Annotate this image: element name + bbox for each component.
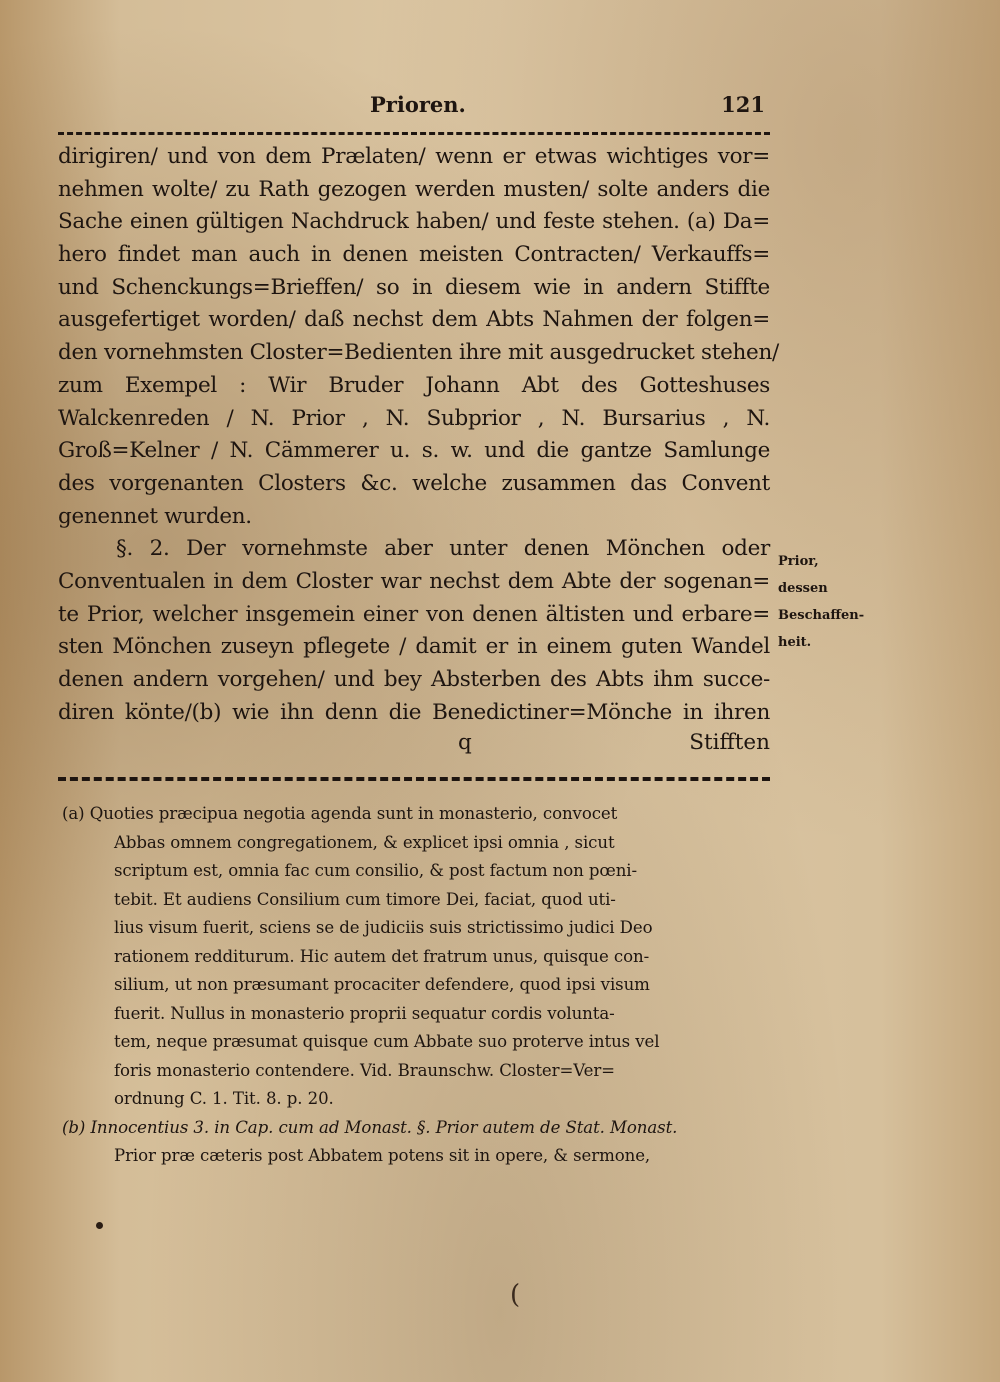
section-start-line: §. 2. Der vornehmste aber unter denen Mönchen oder [116,536,770,562]
footnote-a-line: lius visum fuerit, sciens se de judiciis suis strictissimo judici Deo [114,918,653,937]
text-line: denen andern vorgehen/ und bey Absterben des Abts ihm succe- [58,667,770,692]
header-rule [58,132,770,135]
catch-line [58,730,770,762]
footnote-a-line: fuerit. Nullus in monasterio proprii sequatur cordis volunta- [114,1003,615,1023]
footnote-a-line: rationem redditurum. Hic autem det fratrum unus, quisque con- [114,946,650,966]
footnote-a-line: foris monasterio contendere. Vid. Braunschw. Closter=Ver= [114,1060,615,1080]
footnote-a-line: Abbas omnem congregationem, & explicet ipsi omnia , sicut [114,832,615,852]
marginal-line: Beschaffen- [778,608,865,623]
main-text [58,141,779,729]
marginal-line: Prior, dessen [778,554,828,596]
text-line: des vorgenanten Closters &c. welche zusammen das Convent [58,470,770,496]
text-line: genennet wurden. [58,503,252,529]
text-line: nehmen wolte/ zu Rath gezogen werden musten/ solte anders die [58,176,770,202]
footnote-a-line: scriptum est, omnia fac cum consilio, & post factum non pœni- [114,861,637,880]
text-line: ausgefertiget worden/ daß nechst dem Abts Nahmen der folgen= [58,307,770,333]
text-line: diren könte/(b) wie ihn denn die Benedictiner=Mönche in ihren [58,699,770,725]
ink-dot [96,1222,103,1229]
footnote-a-line: tem, neque præsumat quisque cum Abbate suo proterve intus vel [114,1032,660,1051]
catchword: Stifften [689,730,770,755]
text-line: den vornehmsten Closter=Bedienten ihre mit ausgedrucket stehen/ [58,340,779,366]
text-line: dirigiren/ und von dem Prælaten/ wenn er etwas wichtiges vor= [58,144,770,169]
text-line: zum Exempel : Wir Bruder Johann Abt des Gotteshuses [58,372,770,398]
text-line: und Schenckungs=Brieffen/ so in diesem wie in andern Stiffte [58,274,770,300]
text-line: sten Mönchen zuseyn pflegete / damit er in einem guten Wandel [58,634,770,660]
footnote-a-line: tebit. Et audiens Consilium cum timore Dei, faciat, quod uti- [114,889,616,909]
footnote-a-line: (a) Quoties præcipua negotia agenda sunt in monasterio, convocet [62,804,618,823]
footnote-b-line: (b) Innocentius 3. in Cap. cum ad Monast. §. Prior autem de Stat. Monast. [62,1117,678,1137]
signature-mark: q [458,730,472,755]
marginal-line: heit. [778,635,812,650]
page-header [60,92,770,122]
page-number: 121 [721,92,765,117]
marginal-note [778,548,868,656]
footnote-b-line: Prior præ cæteris post Abbatem potens sit in opere, & sermone, [114,1146,651,1165]
running-head: Prioren. [370,92,466,117]
footnote-a-line: silium, ut non præsumant procaciter defendere, quod ipsi visum [114,975,650,994]
text-line: Conventualen in dem Closter war nechst dem Abte der sogenan= [58,568,770,594]
text-line: te Prior, welcher insgemein einer von denen ältisten und erbare= [58,601,770,627]
text-line: Sache einen gültigen Nachdruck haben/ und feste stehen. (a) Da= [58,209,770,235]
stray-pen-mark: ( [510,1280,521,1310]
text-line: hero findet man auch in denen meisten Contracten/ Verkauffs= [58,242,770,268]
footnote-rule [58,777,770,781]
text-line: Groß=Kelner / N. Cämmerer u. s. w. und die gantze Samlunge [58,438,770,464]
footnote-a-line: ordnung C. 1. Tit. 8. p. 20. [114,1089,334,1108]
text-line: Walckenreden / N. Prior , N. Subprior , N. Bursarius , N. [58,405,770,431]
footnotes [62,800,774,1171]
